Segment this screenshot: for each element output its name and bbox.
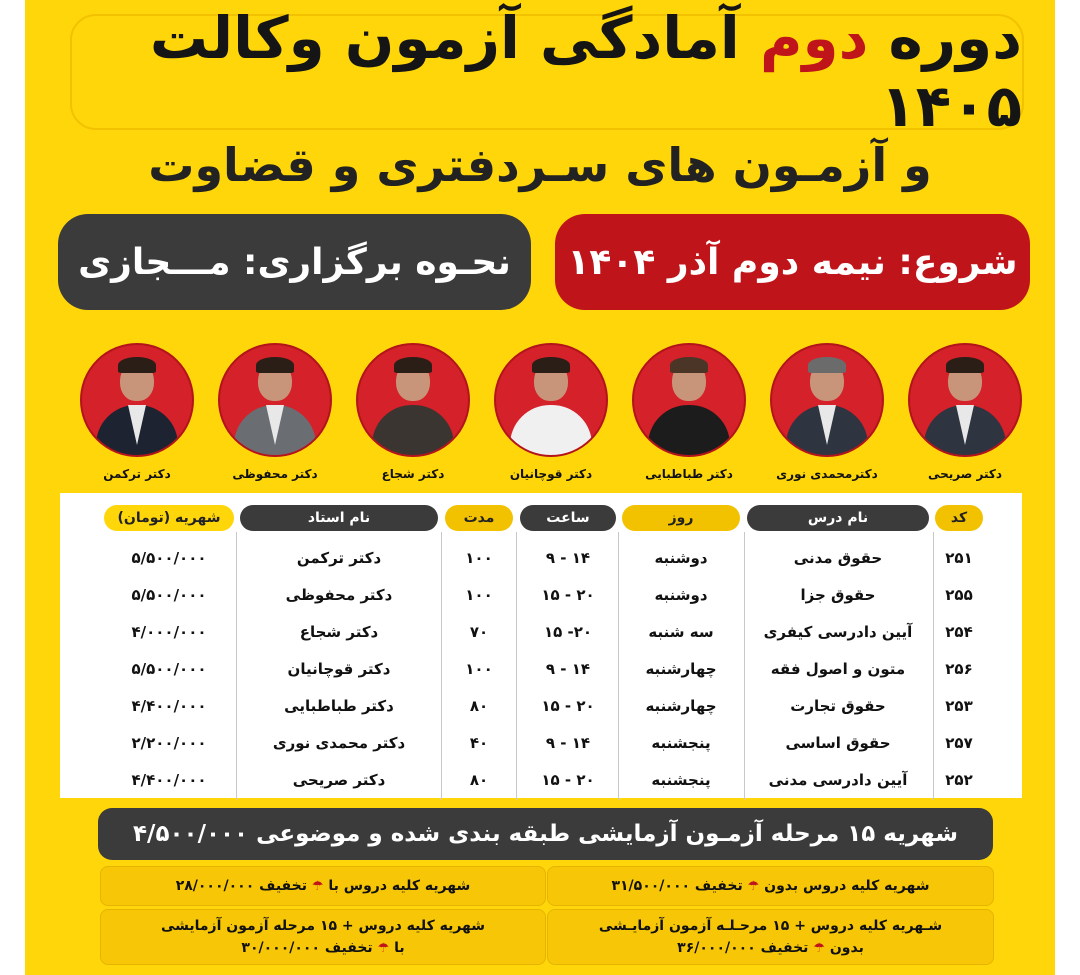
column-divider [744,532,745,800]
offer-price: تخفیف ۳۶/۰۰۰/۰۰۰ [677,939,809,956]
offer-text: شهریه کلیه دروس بدون [764,877,930,894]
table-cell: ۱۴ - ۹ [545,549,591,567]
table-cell: ۱۴ - ۹ [545,660,591,678]
offer-text: با [394,939,405,956]
table-cell: ۱۰۰ [465,660,493,678]
column-divider [618,532,619,800]
teacher-gallery [68,343,1026,493]
table-cell: دوشنبه [654,586,708,604]
table-cell: ۱۰۰ [465,549,493,567]
teacher-name: دکترمحمدی نوری [776,467,878,481]
title-part2: آمادگی آزمون وکالت ۱۴۰۵ [149,4,1022,140]
offer-text: شهریه کلیه دروس + ۱۵ مرحله آزمون آزمایشی [160,917,486,934]
table-cell: ۲/۲۰۰/۰۰۰ [131,734,207,752]
table-cell: حقوق اساسی [785,734,891,752]
teacher-card [624,343,754,493]
page-title [72,4,1022,140]
table-cell: ۴۰ [469,734,489,752]
header-time: ساعت [520,505,616,531]
column-divider [933,532,934,800]
offer-exam-with-discount [100,909,546,965]
offer-text: شهریه کلیه دروس با [328,877,471,894]
column-code [935,540,983,799]
table-cell: دکتر صریحی [292,771,386,789]
table-cell: ۲۰- ۱۵ [543,623,593,641]
table-cell: ۲۵۵ [945,586,973,604]
table-cell: دکتر شجاع [299,623,379,641]
offer-all-with-discount [100,866,546,906]
offer-price: تخفیف ۳۱/۵۰۰/۰۰۰ [611,877,743,894]
teacher-photo [218,343,332,457]
table-cell: ۱۰۰ [465,586,493,604]
header-course: نام درس [747,505,929,531]
table-cell: ۲۵۱ [945,549,973,567]
table-cell: حقوق جزا [800,586,876,604]
table-cell: ۲۵۲ [945,771,973,789]
header-teacher: نام استاد [240,505,438,531]
teacher-photo [80,343,194,457]
teacher-photo [494,343,608,457]
table-cell: ۲۰ - ۱۵ [541,697,595,715]
table-cell: چهارشنبه [645,697,717,715]
teacher-photo [908,343,1022,457]
umbrella-icon: ☂ [377,940,390,956]
teacher-name: دکتر طباطبایی [645,467,733,481]
table-cell: دکتر محمدی نوری [272,734,406,752]
table-cell: ۲۵۳ [945,697,973,715]
title-highlight: دوم [760,4,869,72]
umbrella-icon: ☂ [311,878,324,894]
table-cell: دکتر طباطبایی [284,697,394,715]
header-fee: شهریه (تومان) [104,505,234,531]
teacher-card [210,343,340,493]
table-cell: آیین دادرسی کیفری [763,623,913,641]
table-cell: ۲۵۶ [945,660,973,678]
header-duration: مدت [445,505,513,531]
header-day: روز [622,505,740,531]
teacher-name: دکتر قوچانیان [509,467,593,481]
table-cell: پنجشنبه [651,771,711,789]
exam-fee-bar: شهریه ۱۵ مرحله آزمـون آزمایشی طبقه بندی شده و موضوعی ۴/۵۰۰/۰۰۰ [98,808,993,860]
subtitle: و آزمـون های سـردفتری و قضاوت [148,138,932,192]
offer-exam-no-discount [547,909,994,965]
table-cell: ۴/۰۰۰/۰۰۰ [131,623,207,641]
column-duration [445,540,513,799]
teacher-photo [632,343,746,457]
teacher-name: دکتر محفوظی [232,467,318,481]
table-cell: ۸۰ [469,697,489,715]
table-cell: ۴/۴۰۰/۰۰۰ [131,697,207,715]
table-cell: ۵/۵۰۰/۰۰۰ [131,586,207,604]
offer-all-no-discount [547,866,994,906]
column-time [520,540,616,799]
teacher-card [486,343,616,493]
table-cell: ۸۰ [469,771,489,789]
table-cell: چهارشنبه [645,660,717,678]
table-cell: ۲۵۴ [945,623,973,641]
teacher-card [762,343,892,493]
umbrella-icon: ☂ [747,878,760,894]
teacher-name: دکتر شجاع [381,467,445,481]
table-cell: ۲۵۷ [945,734,973,752]
title-part1: دوره [888,4,1022,72]
table-cell: آیین دادرسی مدنی [768,771,908,789]
table-cell: سه شنبه [648,623,714,641]
table-cell: ۵/۵۰۰/۰۰۰ [131,549,207,567]
table-cell: ۱۴ - ۹ [545,734,591,752]
teacher-photo [356,343,470,457]
column-fee [104,540,234,799]
offer-text: شـهریه کلیه دروس + ۱۵ مرحـلـه آزمون آزمایـشی [598,917,943,934]
table-cell: دکتر محفوظی [285,586,393,604]
table-cell: حقوق مدنی [793,549,883,567]
teacher-card [900,343,1030,493]
table-cell: متون و اصول فقه [770,660,906,678]
table-cell: دوشنبه [654,549,708,567]
table-cell: دکتر ترکمن [296,549,382,567]
table-cell: ۴/۴۰۰/۰۰۰ [131,771,207,789]
title-banner [70,4,1024,140]
column-day [622,540,740,799]
table-cell: ۲۰ - ۱۵ [541,586,595,604]
table-cell: پنجشنبه [651,734,711,752]
table-cell: حقوق تجارت [790,697,886,715]
umbrella-icon: ☂ [813,940,825,956]
column-divider [441,532,442,800]
table-cell: ۲۰ - ۱۵ [541,771,595,789]
teacher-name: دکتر ترکمن [103,467,171,481]
teacher-name: دکتر صریحی [927,467,1003,481]
start-date-pill: شروع: نیمه دوم آذر ۱۴۰۴ [555,214,1030,310]
column-divider [516,532,517,800]
column-course [747,540,929,799]
table-cell: ۷۰ [469,623,489,641]
table-cell: ۵/۵۰۰/۰۰۰ [131,660,207,678]
offer-text: بدون [829,939,864,956]
teacher-photo [770,343,884,457]
offer-price: تخفیف ۲۸/۰۰۰/۰۰۰ [175,877,307,894]
offer-price: تخفیف ۳۰/۰۰۰/۰۰۰ [241,939,373,956]
column-teacher [240,540,438,799]
teacher-card [72,343,202,493]
header-code: کد [935,505,983,531]
table-cell: دکتر قوچانیان [287,660,391,678]
delivery-mode-pill: نحـوه برگزاری: مـــجازی [58,214,531,310]
column-divider [236,532,237,800]
teacher-card [348,343,478,493]
